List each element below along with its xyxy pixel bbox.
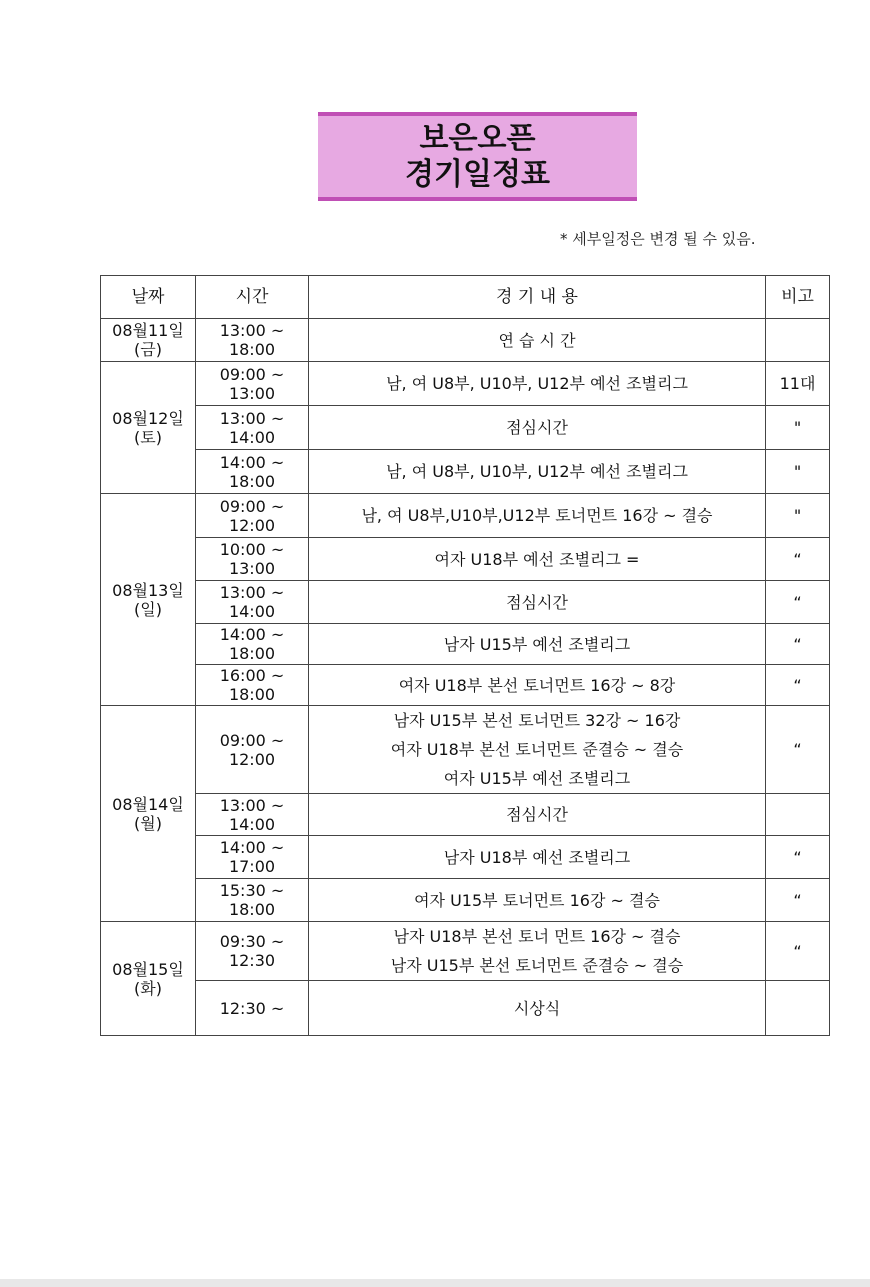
time-cell [196,581,309,624]
bigo-cell: “ [766,706,830,794]
bigo-cell: “ [766,922,830,981]
table-row [101,450,830,494]
table-row [101,362,830,406]
table-row [101,624,830,665]
time-start: 12:30 ~ [219,998,285,1018]
time-start: 13:00 ~ [219,408,285,428]
content-line: 남자 U18부 본선 토너 먼트 16강 ~ 결승 [393,927,681,946]
time-end: 18:00 [228,340,276,359]
bigo-cell [766,794,830,836]
header-date: 날짜 [101,276,196,319]
bigo-cell [766,981,830,1036]
date-text: 08월11일 [112,321,184,340]
time-start: 13:00 ~ [219,583,285,602]
table-row [101,836,830,879]
time-end: 12:00 [228,515,276,535]
bigo-cell [766,319,830,362]
content-line: 남자 U15부 본선 토너먼트 준결승 ~ 결승 [390,956,684,975]
content-cell: 남, 여 U8부, U10부, U12부 예선 조별리그 [309,362,766,406]
date-cell [101,319,196,362]
content-line: 남자 U15부 본선 토너먼트 32강 ~ 16강 [393,711,681,730]
time-end: 12:00 [228,749,276,769]
table-row [101,794,830,836]
time-end: 14:00 [228,814,276,834]
bigo-cell: “ [766,879,830,922]
table-header-row [101,276,830,319]
page-bottom-edge [0,1279,870,1287]
bigo-cell: “ [766,836,830,879]
table-row [101,494,830,538]
time-cell [196,706,309,794]
time-cell [196,981,309,1036]
time-cell [196,450,309,494]
content-cell: 점심시간 [309,794,766,836]
time-end: 18:00 [228,644,276,663]
content-cell: 여자 U15부 토너먼트 16강 ~ 결승 [309,879,766,922]
table-row [101,538,830,581]
bigo-cell: “ [766,624,830,665]
header-bigo: 비고 [766,276,830,319]
time-end: 12:30 [228,951,276,970]
content-cell: 남, 여 U8부, U10부, U12부 예선 조별리그 [309,450,766,494]
content-cell [309,922,766,981]
bigo-cell: " [766,450,830,494]
time-start: 13:00 ~ [219,795,285,815]
content-cell: 남자 U15부 예선 조별리그 [309,624,766,665]
time-start: 09:00 ~ [219,730,285,750]
time-cell [196,319,309,362]
time-cell [196,362,309,406]
time-cell [196,836,309,879]
time-cell [196,794,309,836]
time-end: 13:00 [228,559,276,578]
schedule-table [100,275,830,1036]
time-end: 18:00 [228,685,276,704]
table-row [101,706,830,794]
bigo-cell: " [766,494,830,538]
table-row [101,981,830,1036]
time-end: 18:00 [228,471,276,491]
weekday-text: (일) [134,599,162,619]
content-cell: 남, 여 U8부,U10부,U12부 토너먼트 16강 ~ 결승 [309,494,766,538]
time-cell [196,624,309,665]
weekday-text: (금) [134,340,162,359]
time-cell [196,406,309,450]
time-start: 13:00 ~ [219,321,285,340]
content-cell: 남자 U18부 예선 조별리그 [309,836,766,879]
content-line: 여자 U18부 본선 토너먼트 준결승 ~ 결승 [390,740,684,759]
bigo-cell: " [766,406,830,450]
time-end: 14:00 [228,602,276,621]
time-start: 14:00 ~ [219,452,285,472]
table-row [101,581,830,624]
content-cell [309,706,766,794]
content-line: 여자 U15부 예선 조별리그 [443,769,631,788]
time-start: 16:00 ~ [219,666,285,685]
table-row [101,319,830,362]
weekday-text: (화) [134,978,162,998]
time-start: 09:00 ~ [219,496,285,516]
time-end: 17:00 [228,857,276,876]
weekday-text: (토) [134,427,162,447]
time-start: 14:00 ~ [219,625,285,644]
time-start: 09:00 ~ [219,364,285,384]
time-end: 13:00 [228,383,276,403]
time-end: 14:00 [228,427,276,447]
date-cell [101,494,196,706]
time-cell [196,922,309,981]
time-end: 18:00 [228,900,276,919]
time-start: 15:30 ~ [219,881,285,900]
title-box [318,112,637,201]
date-text: 08월15일 [112,959,184,979]
time-start: 14:00 ~ [219,838,285,857]
date-cell [101,922,196,1036]
content-cell: 점심시간 [309,581,766,624]
bigo-cell: 11대 [766,362,830,406]
time-cell [196,494,309,538]
content-cell: 여자 U18부 본선 토너먼트 16강 ~ 8강 [309,665,766,706]
date-text: 08월12일 [112,408,184,428]
date-cell [101,706,196,922]
time-cell [196,538,309,581]
content-cell: 시상식 [309,981,766,1036]
schedule-note: * 세부일정은 변경 될 수 있음. [560,230,756,248]
date-cell [101,362,196,494]
table-row [101,922,830,981]
table-row [101,406,830,450]
header-content: 경 기 내 용 [309,276,766,319]
header-time: 시간 [196,276,309,319]
bigo-cell: “ [766,581,830,624]
bigo-cell: “ [766,538,830,581]
table-row [101,665,830,706]
title-line-1: 보은오픈 [419,120,536,156]
weekday-text: (월) [134,813,162,833]
table-row [101,879,830,922]
time-start: 10:00 ~ [219,540,285,559]
content-cell: 여자 U18부 예선 조별리그 = [309,538,766,581]
date-text: 08월13일 [112,580,184,600]
date-text: 08월14일 [112,794,184,814]
time-cell [196,665,309,706]
bigo-cell: “ [766,665,830,706]
content-cell: 점심시간 [309,406,766,450]
time-cell [196,879,309,922]
title-line-2: 경기일정표 [405,156,550,192]
time-start: 09:30 ~ [219,932,285,951]
content-cell: 연 습 시 간 [309,319,766,362]
